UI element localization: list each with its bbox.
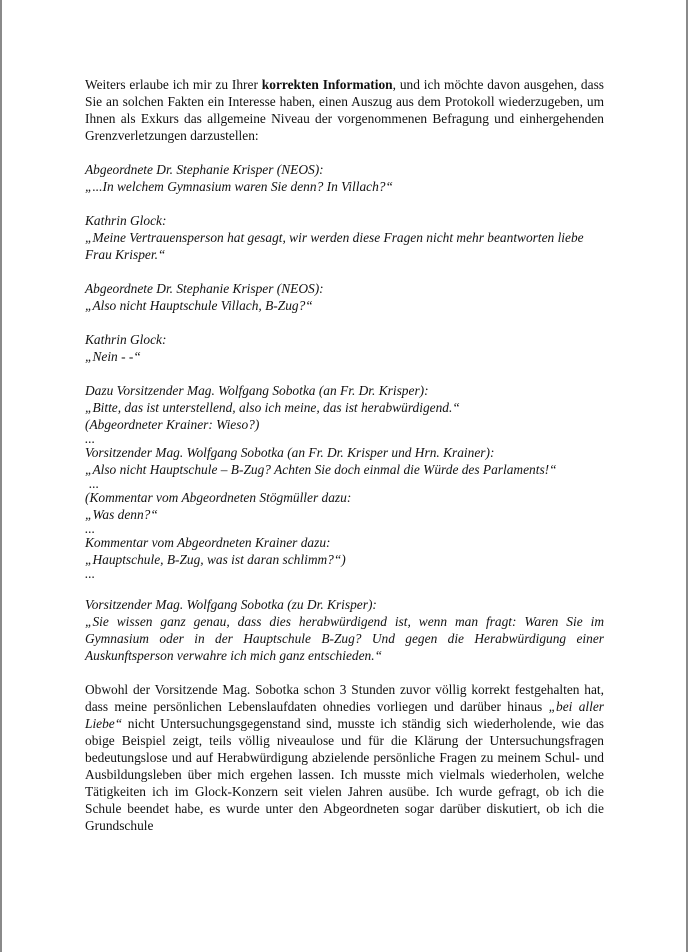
speaker-label: Kathrin Glock: [85, 332, 167, 347]
speaker-label: Vorsitzender Mag. Wolfgang Sobotka (an Fr. Dr. Krisper und Hrn. Krainer): [85, 445, 495, 460]
quote-line: „Hauptschule, B-Zug, was ist daran schlimm?“) [85, 552, 346, 567]
closing-text-1: Obwohl der Vorsitzende Mag. Sobotka schon 3 Stunden zuvor völlig korrekt festgehalten hat, dass meine persönlichen Lebenslaufdaten ohnedies vorliegen und darüber hinaus [85, 682, 604, 714]
intro-paragraph [85, 76, 604, 144]
ellipsis: ... [85, 566, 96, 581]
closing-paragraph [85, 681, 604, 834]
quote-line: „Sie wissen ganz genau, dass dies herabwürdigend ist, wenn man fragt: Waren Sie im Gymnasium oder in der Hauptschule B-Zug? Und gegen die Herabwürdigung einer Auskunftsperson verwahre ich mich ganz entschieden.“ [85, 614, 604, 663]
quote-line: „...In welchem Gymnasium waren Sie denn? In Villach?“ [85, 179, 393, 194]
speaker-label: Kathrin Glock: [85, 213, 167, 228]
quote-line: „Bitte, das ist unterstellend, also ich meine, das ist herabwürdigend.“ [85, 400, 460, 415]
page-border-left [0, 0, 2, 952]
quote-line: „Nein - -“ [85, 349, 141, 364]
speaker-label: Abgeordnete Dr. Stephanie Krisper (NEOS): [85, 281, 324, 296]
intro-bold-text: korrekten Information [261, 77, 393, 92]
intro-text-1: Weiters erlaube ich mir zu Ihrer [85, 77, 262, 92]
ellipsis: ... [89, 476, 100, 491]
quote-line: (Abgeordneter Krainer: Wieso?) [85, 417, 260, 432]
speaker-label: Kommentar vom Abgeordneten Krainer dazu: [85, 535, 331, 550]
quote-line: „Also nicht Hauptschule – B-Zug? Achten Sie doch einmal die Würde des Parlaments!“ [85, 462, 557, 477]
ellipsis: ... [85, 431, 96, 446]
speaker-label: Vorsitzender Mag. Wolfgang Sobotka (zu Dr. Krisper): [85, 597, 377, 612]
ellipsis: ... [85, 521, 96, 536]
document-body [85, 76, 604, 834]
quote-line: „Also nicht Hauptschule Villach, B-Zug?“ [85, 298, 313, 313]
closing-text-2: nicht Untersuchungsgegenstand sind, musste ich ständig sich wiederholende, wie das obige Beispiel zeigt, teils völlig niveaulose und für die Klärung der Untersuchungsfragen bedeutungslose und auf Herabwürdigung abzielende persönliche Fragen zu meinem Schul- und Ausbildungsleben über mich ergehen lassen. Ich musste mich vielmals wiederholen, welche Tätigkeiten ich im Glock-Konzern seit vielen Jahren ausübe. Ich wurde gefragt, ob ich die Schule beendet habe, es wurde unter den Abgeordneten sogar darüber diskutiert, ob ich die Grundschule [85, 716, 604, 833]
quote-line: „Was denn?“ [85, 507, 158, 522]
intro-text-2: , und ich möchte davon ausgehen, dass Sie an solchen Fakten ein Interesse haben, einen Auszug aus dem Protokoll wiederzugeben, um Ihnen als Exkurs das allgemeine Niveau der vorgenommenen Befragung und einhergehenden Grenzverletzungen darzustellen: [85, 77, 604, 143]
speaker-label: (Kommentar vom Abgeordneten Stögmüller dazu: [85, 490, 352, 505]
closing-italic-quote: „bei aller Liebe“ [85, 699, 604, 731]
quote-line: „Meine Vertrauensperson hat gesagt, wir werden diese Fragen nicht mehr beantworten liebe Frau Krisper.“ [85, 230, 584, 262]
speaker-label: Dazu Vorsitzender Mag. Wolfgang Sobotka (an Fr. Dr. Krisper): [85, 383, 429, 398]
speaker-label: Abgeordnete Dr. Stephanie Krisper (NEOS): [85, 162, 324, 177]
